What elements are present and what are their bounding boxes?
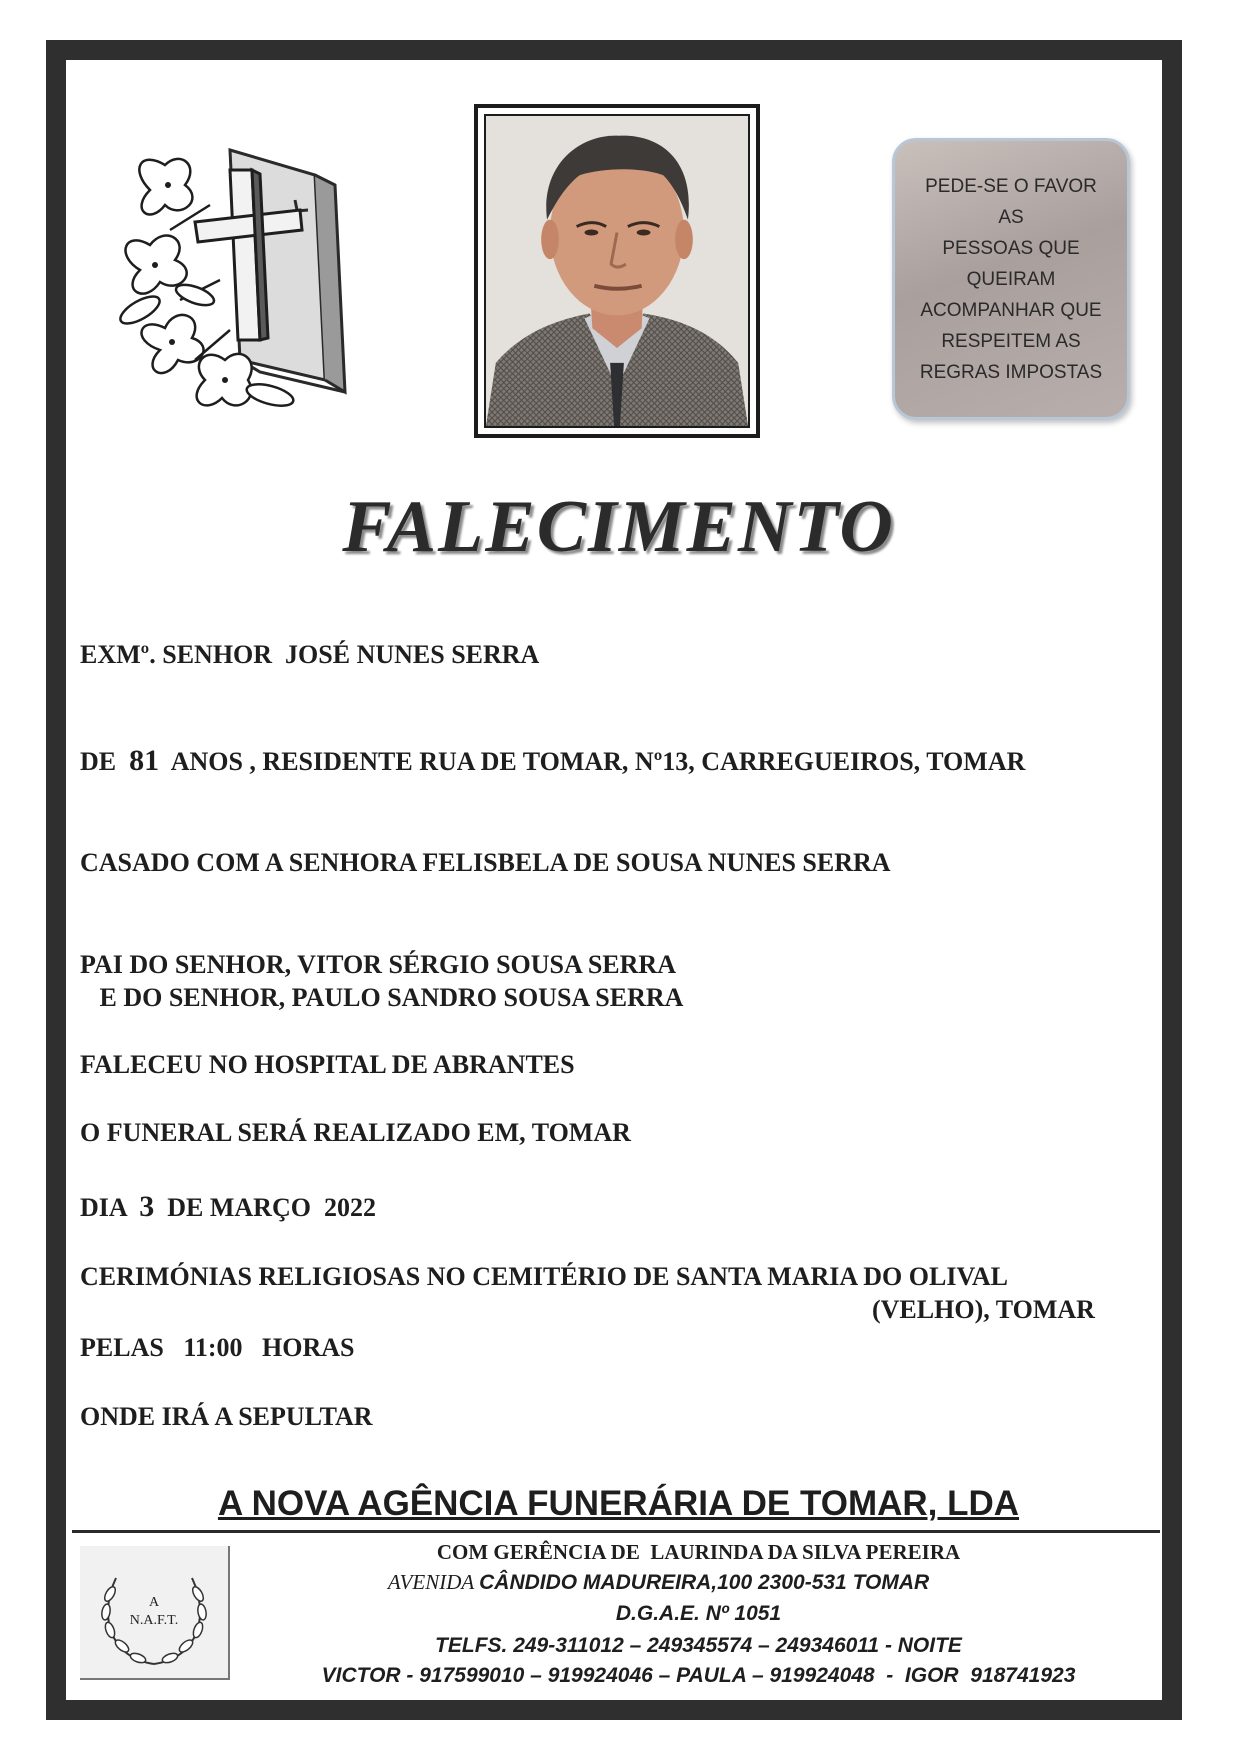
portrait-photo [484,114,750,428]
time-prefix: PELAS [80,1333,184,1362]
burial-line: ONDE IRÁ A SEPULTAR [80,1402,373,1431]
address-prefix: AVENIDA [387,1570,480,1594]
cross-lilies-illustration [110,130,380,430]
age-value: 81 [129,744,160,777]
notice-box [892,138,1130,420]
logo-initials: N.A.F.T. [129,1613,179,1628]
age-prefix: DE [80,747,130,776]
funeral-day: 3 [139,1190,155,1223]
notice-text: PEDE-SE O FAVOR AS PESSOAS QUE QUEIRAM ACOMPANHAR QUE RESPEITEM AS REGRAS IMPOSTAS [919,175,1103,383]
ceremony-time-line [80,1333,355,1363]
page-title: FALECIMENTO [342,486,895,568]
funeral-location-line: O FUNERAL SERÁ REALIZADO EM, TOMAR [80,1118,631,1147]
dgae-line: D.G.A.E. Nº 1051 [615,1602,782,1625]
night-contacts-line: VICTOR - 917599010 – 919924046 – PAULA – 919924048 - IGOR 918741923 [321,1664,1076,1687]
agency-divider [72,1530,1160,1533]
spouse-line: CASADO COM A SENHORA FELISBELA DE SOUSA NUNES SERRA [80,848,891,877]
cross-lilies-icon [110,130,380,430]
date-prefix: DIA [80,1193,140,1222]
portrait-photo-frame [474,104,760,438]
portrait-image-icon [486,116,748,426]
date-suffix: DE MARÇO 2022 [154,1193,376,1222]
time-suffix: HORAS [242,1333,355,1362]
residence-text: ANOS , RESIDENTE RUA DE TOMAR, Nº13, CARREGUEIROS, TOMAR [159,747,1026,776]
deceased-name-line: EXMº. SENHOR JOSÉ NUNES SERRA [80,640,540,669]
address-text: CÂNDIDO MADUREIRA,100 2300-531 TOMAR [479,1571,930,1594]
ceremony-line: CERIMÓNIAS RELIGIOSAS NO CEMITÉRIO DE SANTA MARIA DO OLIVAL [80,1262,1008,1291]
place-of-death-line: FALECEU NO HOSPITAL DE ABRANTES [80,1050,575,1079]
phones-line: TELFS. 249-311012 – 249345574 – 249346011 - NOITE [435,1634,962,1657]
address-line [40,1570,1237,1595]
son-line-1: PAI DO SENHOR, VITOR SÉRGIO SOUSA SERRA [80,950,676,979]
age-residence-line [80,744,1025,778]
management-line: COM GERÊNCIA DE LAURINDA DA SILVA PEREIRA [436,1540,961,1564]
ceremony-line-continued: (VELHO), TOMAR [872,1295,1095,1324]
funeral-date-line [80,1190,376,1224]
logo-letter: A [148,1595,160,1610]
son-line-2: E DO SENHOR, PAULO SANDRO SOUSA SERRA [80,983,684,1012]
agency-name: A NOVA AGÊNCIA FUNERÁRIA DE TOMAR, LDA [217,1484,1020,1523]
ceremony-time: 11:00 [183,1333,243,1362]
